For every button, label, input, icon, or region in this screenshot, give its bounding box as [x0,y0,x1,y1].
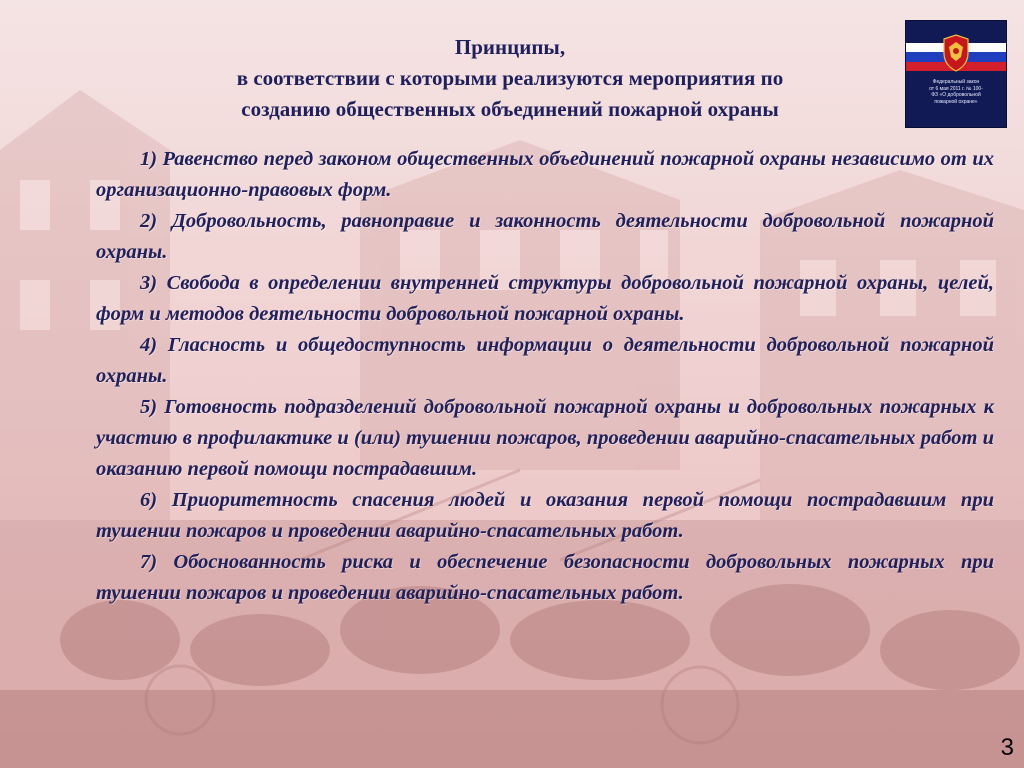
badge-line-3: ФЗ «О добровольной [931,92,981,98]
title-line-2: в соответствии с которыми реализуются мероприятия по [236,66,784,90]
badge-line-1: Федеральный закон [932,79,980,85]
eagle-emblem-icon [940,33,972,73]
principle-item: 7) Обоснованность риска и обеспечение безопасности добровольных пожарных при тушении пожаров и проведении аварийно-спасательных работ. [96,551,994,604]
principle-item: 5) Готовность подразделений добровольной пожарной охраны и добровольных пожарных к участию в профилактике и (или) тушении пожаров, проведении аварийно-спасательных работ и оказанию первой помощи пострадавшим. [96,396,994,480]
principle-item: 6) Приоритетность спасения людей и оказания первой помощи пострадавшим при тушении пожаров и проведении аварийно-спасательных работ. [96,489,994,542]
page-number: 3 [1000,734,1014,761]
principles-list [96,144,994,609]
principle-item: 4) Гласность и общедоступность информации о деятельности добровольной пожарной охраны. [96,334,994,387]
principle-item: 2) Добровольность, равноправие и законность деятельности добровольной пожарной охраны. [96,210,994,263]
slide-title [150,32,870,125]
federal-law-badge [905,20,1007,128]
badge-line-2: от 6 мая 2011 г. № 100- [929,85,983,92]
title-line-3: созданию общественных объединений пожарной охраны [241,97,779,121]
badge-caption [912,79,1000,105]
principle-item: 1) Равенство перед законом общественных объединений пожарной охраны независимо от их организационно-правовых форм. [96,148,994,201]
badge-line-4: пожарной охране» [934,98,978,105]
title-line-1: Принципы, [454,35,566,59]
principle-item: 3) Свобода в определении внутренней структуры добровольной пожарной охраны, целей, форм и методов деятельности добровольной пожарной охраны. [96,272,994,325]
